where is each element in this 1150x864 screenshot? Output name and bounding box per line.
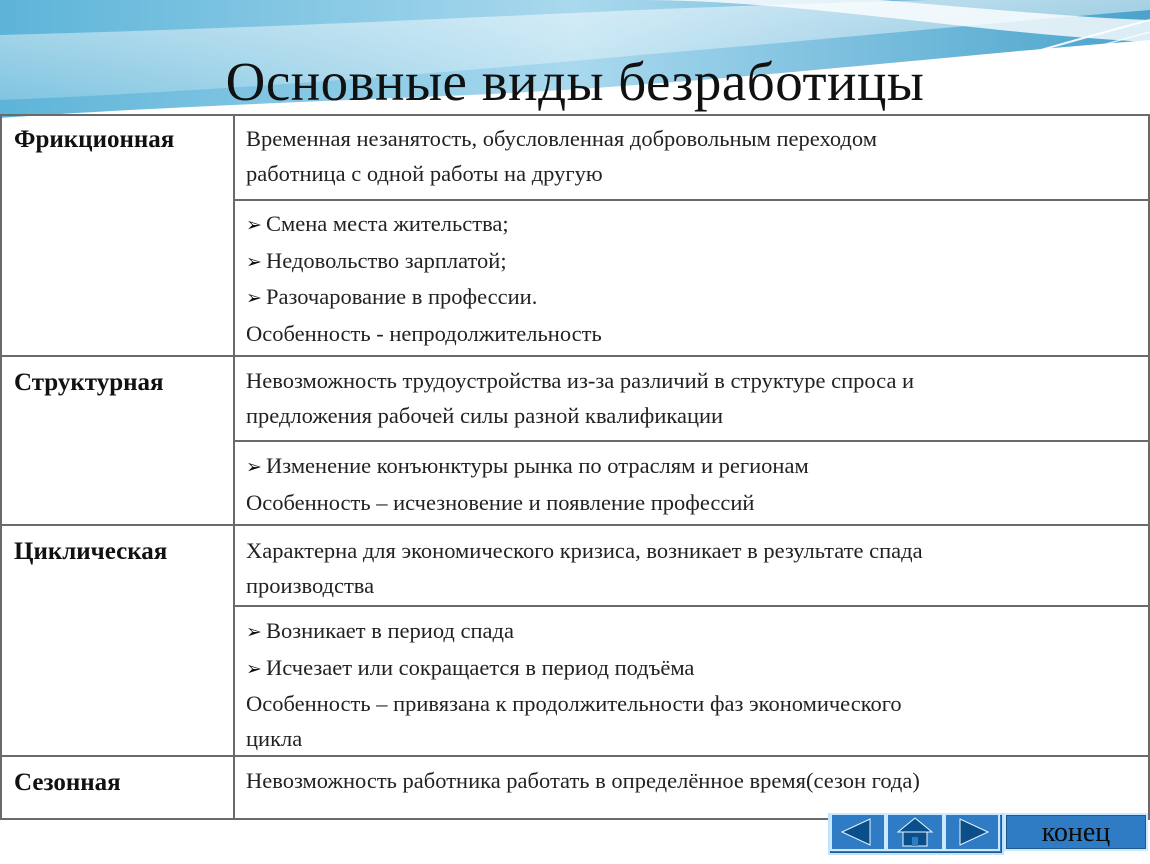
- definition-line: производства: [246, 572, 375, 598]
- definition-cyclical: [246, 534, 1136, 603]
- definition-seasonal: [246, 764, 1136, 799]
- feature-line: Особенность – привязана к продолжительности фаз экономического: [246, 691, 902, 716]
- cell-divider: [234, 440, 1150, 442]
- definition-line: Невозможность трудоустройства из-за различий в структуре спроса и: [246, 368, 915, 393]
- bullet-item: ➢ Недовольство зарплатой;: [246, 244, 1136, 281]
- definition-line: предложения рабочей силы разной квалификации: [246, 402, 724, 428]
- bullet-item: ➢ Разочарование в профессии.: [246, 280, 1136, 317]
- definition-line: Невозможность работника работать в определённое время(сезон года): [246, 768, 920, 793]
- details-cyclical: [246, 614, 1136, 756]
- bullet-item: ➢ Смена места жительства;: [246, 207, 1136, 244]
- column-divider: [233, 114, 235, 820]
- details-structural: [246, 449, 1136, 520]
- home-button[interactable]: [886, 813, 944, 851]
- bullet-arrow-icon: ➢: [246, 251, 262, 273]
- feature-line: Особенность – исчезновение и появление профессий: [246, 489, 755, 515]
- definition-line: работница с одной работы на другую: [246, 160, 603, 186]
- cell-divider: [234, 605, 1150, 607]
- type-label-cyclical: Циклическая: [14, 538, 168, 565]
- row-divider: [0, 524, 1150, 526]
- bullet-item: ➢ Возникает в период спада: [246, 614, 1136, 651]
- table-border-top: [0, 114, 1150, 116]
- bullet-arrow-icon: ➢: [246, 288, 262, 309]
- table-border-left: [0, 114, 2, 820]
- definition-structural: [246, 364, 1136, 433]
- feature-line: цикла: [246, 725, 303, 751]
- type-label-seasonal: Сезонная: [14, 769, 121, 796]
- cell-divider: [234, 199, 1150, 201]
- definition-line: Характерна для экономического кризиса, возникает в результате спада: [246, 538, 923, 563]
- end-button[interactable]: конец: [1004, 813, 1148, 851]
- definition-frictional: [246, 122, 1136, 191]
- type-label-structural: Структурная: [14, 369, 164, 396]
- bullet-arrow-icon: ➢: [246, 457, 262, 478]
- definition-line: Временная незанятость, обусловленная добровольным переходом: [246, 126, 877, 151]
- bullet-item: ➢ Исчезает или сокращается в период подъёма: [246, 651, 1136, 688]
- bullet-arrow-icon: ➢: [246, 622, 262, 643]
- prev-slide-button[interactable]: [830, 813, 886, 851]
- details-frictional: [246, 207, 1136, 351]
- type-label-frictional: Фрикционная: [14, 126, 175, 153]
- bullet-arrow-icon: ➢: [246, 658, 262, 680]
- slide-title: Основные виды безработицы: [225, 51, 925, 112]
- bullet-arrow-icon: ➢: [246, 215, 262, 236]
- next-slide-button[interactable]: [944, 813, 1000, 851]
- feature-line: Особенность - непродолжительность: [246, 320, 602, 346]
- row-divider: [0, 355, 1150, 357]
- bullet-item: ➢ Изменение конъюнктуры рынка по отраслям и регионам: [246, 449, 1136, 486]
